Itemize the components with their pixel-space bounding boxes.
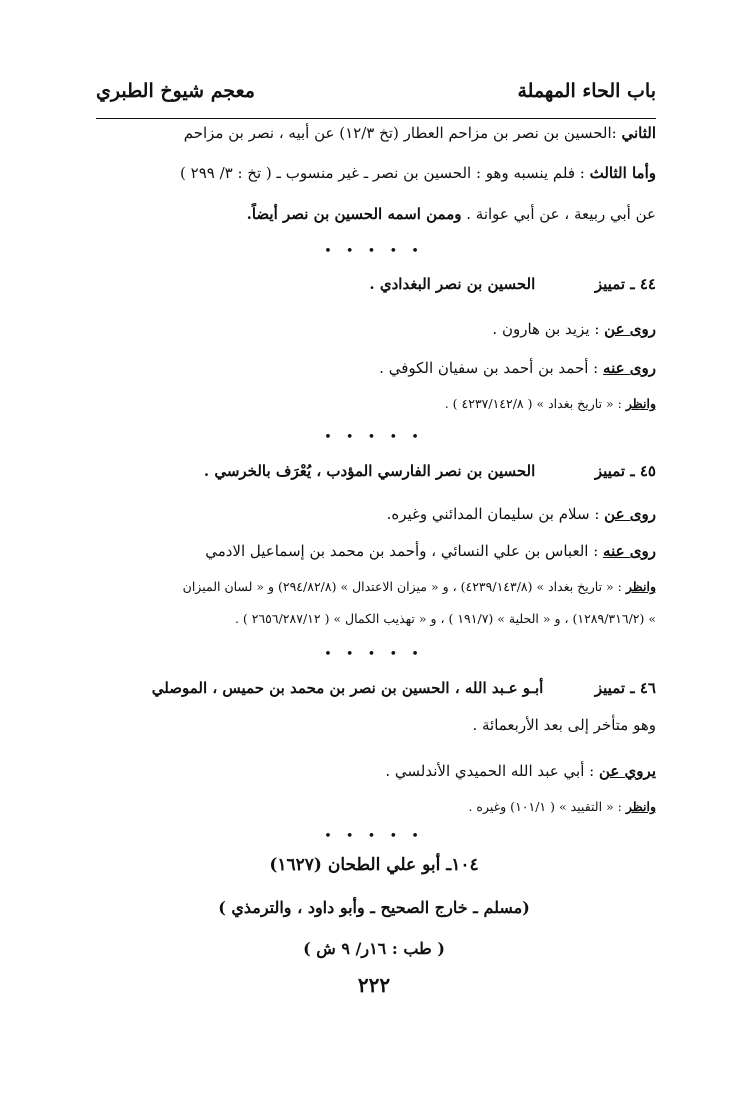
intro-line-2 [86,162,656,184]
entry-44-number: ٤٤ ـ تمييز [594,275,656,293]
header-book-title: معجم شيوخ الطبري [96,80,255,102]
chapter-reference: ( طب : ١٦ر/ ٩ ش ) [303,939,445,958]
entry-45-label-rawa-anhu: روى عنه [603,542,656,560]
entry-45-row-3 [86,576,656,598]
chapter-title: ١٠٤ـ أبو علي الطحان (١٦٢٧) [269,855,479,875]
entry-44-row-3 [186,393,656,415]
entry-46-continuation: وهو متأخر إلى بعد الأربعمائة . [472,716,656,734]
entry-45-name: الحسين بن نصر الفارسي المؤدب ، يُعْرَف بالخرسي . [203,462,536,480]
entry-45-label-see: وانظر [625,579,656,594]
entry-45-row-1 [186,503,656,525]
entry-46-row-2 [186,796,656,818]
intro-line-3 [86,203,656,225]
separator-3: • • • • • [324,647,424,662]
intro-text-3-bold: وممن اسمه الحسين بن نصر أيضاً. [246,205,462,223]
entry-45-continuation: » (١٢٨٩/٣١٦/٢) ، و « الحلية » (١٩١/٧ ) ، و « تهذيب الكمال » ( ٢٦٥٦/٢٨٧/١٢ ) . [234,611,656,626]
entry-46-name: أبـو عـبد الله ، الحسين بن نصر بن محمد بن حميس ، الموصلي [151,679,544,697]
intro-text-1: :الحسين بن نصر بن مزاحم العطار (تخ ١٢/٣) عن أبيه ، نصر بن مزاحم [183,124,617,142]
intro-label-second: الثاني [621,124,656,142]
entry-44-text-1: : يزيد بن هارون . [492,320,600,338]
entry-44-row-2 [186,357,656,379]
entry-45-heading [96,460,656,482]
entry-45-text-1: : سلام بن سليمان المدائني وغيره. [386,505,600,523]
page-number: ٢٢٢ [357,973,391,997]
chapter-subtitle: (مسلم ـ خارج الصحيح ـ وأبو داود ، والترمذي ) [218,898,530,917]
intro-label-third: وأما الثالث [589,164,656,182]
entry-46-number: ٤٦ ـ تمييز [594,679,656,697]
header-rule [96,118,656,119]
intro-text-3: عن أبي ربيعة ، عن أبي عوانة . [466,205,656,223]
separator-2: • • • • • [324,430,424,445]
entry-46-heading [86,677,656,699]
header-chapter-title: باب الحاء المهملة [517,80,656,102]
entry-44-label-see: وانظر [625,396,656,411]
entry-45-text-2: : العباس بن علي النسائي ، وأحمد بن محمد بن إسماعيل الادمي [205,542,599,560]
entry-44-name: الحسين بن نصر البغدادي . [369,275,536,293]
entry-44-heading [96,273,656,295]
entry-46-label-yarwi-an: يروي عن [598,762,656,780]
entry-46-row-1 [186,760,656,782]
entry-44-label-rawa-anhu: روى عنه [603,359,656,377]
entry-46-label-see: وانظر [625,799,656,814]
entry-44-text-2: : أحمد بن أحمد بن سفيان الكوفي . [379,359,599,377]
intro-line-1 [96,122,656,144]
entry-45-label-rawa-an: روى عن [604,505,656,523]
entry-45-number: ٤٥ ـ تمييز [594,462,656,480]
entry-46-text-2: : « التقييد » ( ١٠١/١) وغيره . [468,799,622,814]
entry-45-row-2 [186,540,656,562]
entry-44-text-3: : « تاريخ بغداد » ( ٤٢٣٧/١٤٢/٨ ) . [444,396,622,411]
separator-4: • • • • • [324,829,424,844]
entry-45-text-3: : « تاريخ بغداد » (٤٢٣٩/١٤٣/٨) ، و « ميزان الاعتدال » (٢٩٤/٨٢/٨) و « لسان الميزان [182,579,622,594]
entry-46-text-1: : أبي عبد الله الحميدي الأندلسي . [385,762,595,780]
separator-1: • • • • • [324,244,424,259]
intro-text-2: : فلم ينسبه وهو : الحسين بن نصر ـ غير منسوب ـ ( تخ : ٣/ ٢٩٩ ) [180,164,585,182]
entry-44-row-1 [186,318,656,340]
entry-44-label-rawa-an: روى عن [604,320,656,338]
